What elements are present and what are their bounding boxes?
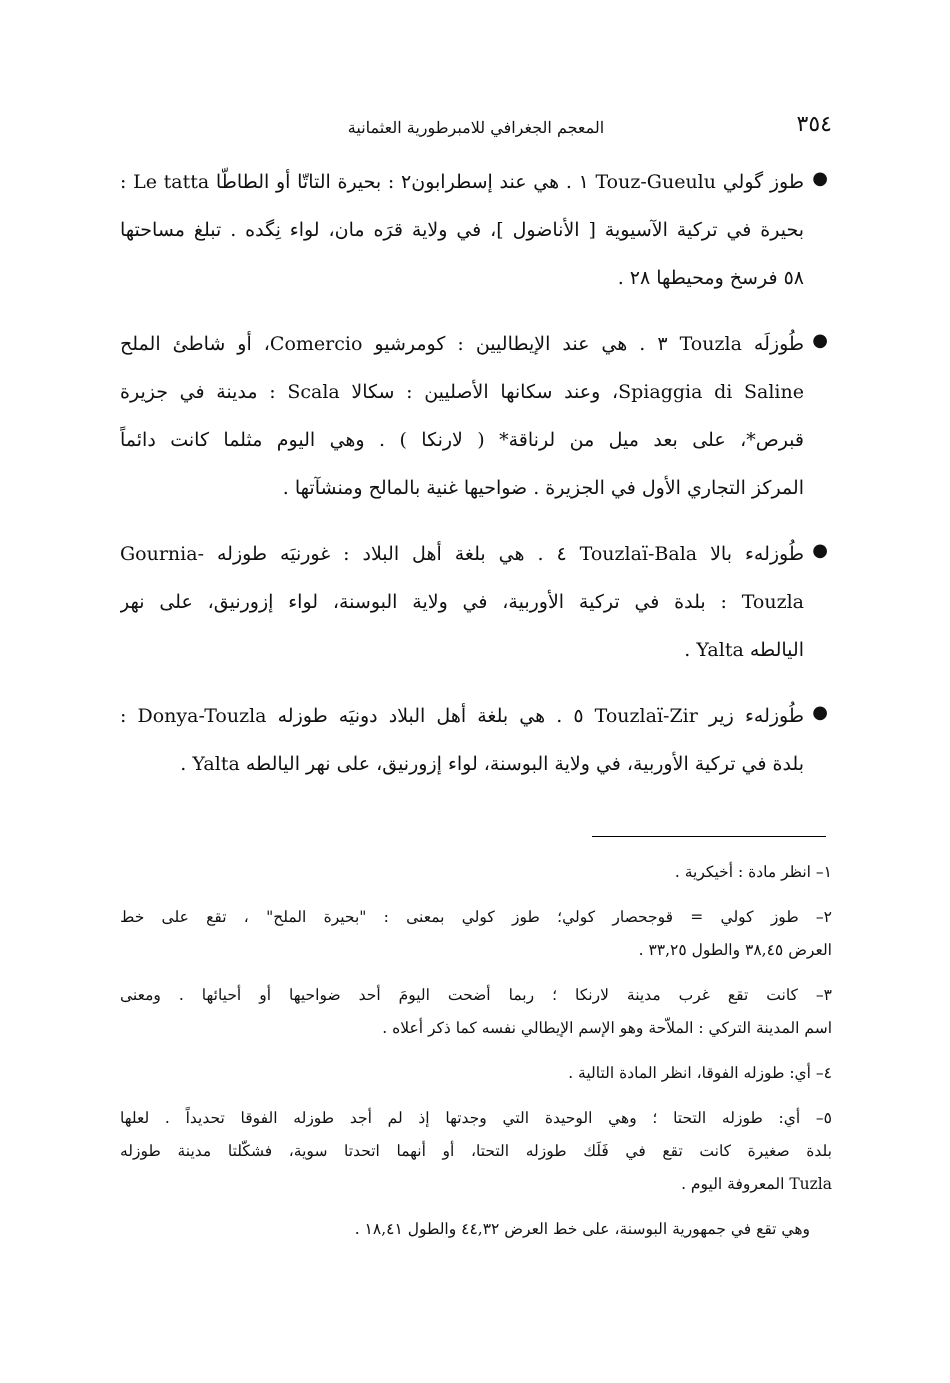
bullet-icon: ● — [812, 702, 828, 723]
entry-line: ٥٨ فرسخ ومحيطها ٢٨ . — [617, 267, 804, 289]
footnote-divider — [592, 836, 826, 837]
entry-line: Touzla : بلدة في تركية الأوربية، في ولاية البوسنة، لواء إزورنيق، على نهر — [120, 591, 804, 613]
bullet-icon: ● — [812, 330, 828, 351]
running-title: المعجم الجغرافي للامبرطورية العثمانية — [347, 118, 605, 137]
footnote-line: ٣– كانت تقع غرب مدينة لارنكا ؛ ربما أضحت اليومَ أحد ضواحيها أو أحيائها . ومعنى — [120, 986, 832, 1004]
footnote — [120, 856, 832, 889]
dictionary-entry — [120, 320, 832, 512]
footnote — [120, 1102, 832, 1201]
dictionary-entry — [120, 530, 832, 674]
footnote-line: Tuzla المعروفة اليوم . — [681, 1175, 832, 1193]
entry-line: طُوزلهء بالا Touzlaï-Bala ٤ . هي بلغة أهل البلاد : غورنيَه طوزله -Gournia — [120, 543, 804, 565]
footnote-line: ٥– أي: طوزله التحتا ؛ وهي الوحيدة التي وجدتها إذ لم أجد طوزله الفوقا تحديداً . لعلها — [120, 1109, 832, 1127]
entry-line: بحيرة في تركية الآسيوية [ الأناضول ]، في ولاية قرَه مان، لواء نِگده . تبلغ مساحتها — [120, 219, 804, 241]
page-header — [120, 112, 832, 146]
entry-line: Spiaggia di Saline، وعند سكانها الأصليين : سكالا Scala : مدينة في جزيرة — [120, 381, 804, 403]
dictionary-entry — [120, 692, 832, 788]
bullet-icon: ● — [812, 168, 828, 189]
footnote-line: ٤– أي: طوزله الفوقا، انظر المادة التالية . — [568, 1064, 832, 1082]
footnote-line: اسم المدينة التركي : الملاّحة وهو الإسم الإيطالي نفسه كما ذكر أعلاه . — [382, 1019, 832, 1037]
footnote-line: العرض ٣٨,٤٥ والطول ٣٣,٢٥ . — [638, 941, 832, 959]
footnote-line: بلدة صغيرة كانت تقع في فَلَك طوزله التحتا، أو أنهما اتحدتا سوية، فشكّلتا مدينة طوزله — [120, 1142, 832, 1160]
footnote — [120, 1213, 832, 1246]
footnote-line: ١– انظر مادة : أخيكرية . — [674, 863, 832, 881]
footnote-line: وهي تقع في جمهورية البوسنة، على خط العرض ٤٤,٣٢ والطول ١٨,٤١ . — [354, 1220, 810, 1238]
footnote — [120, 1057, 832, 1090]
entry-line: بلدة في تركية الأوربية، في ولاية البوسنة، لواء إزورنيق، على نهر اليالطه Yalta . — [180, 753, 804, 775]
footnote — [120, 979, 832, 1045]
entry-line: اليالطه Yalta . — [684, 639, 804, 661]
entry-line: طُوزلَه Touzla ٣ . هي عند الإيطاليين : كومرشيو Comercio، أو شاطئ الملح — [120, 333, 804, 355]
entry-line: طُوزلهء زير Touzlaï-Zir ٥ . هي بلغة أهل البلاد دونيَه طوزله Donya-Touzla : — [120, 705, 804, 727]
footnote — [120, 901, 832, 967]
dictionary-entries — [120, 158, 832, 806]
dictionary-entry — [120, 158, 832, 302]
bullet-icon: ● — [812, 540, 828, 561]
footnotes — [120, 856, 832, 1258]
entry-line: طوز گولي Touz-Gueulu ١ . هي عند إسطرابون٢ : بحيرة التاتّا أو الطاطّا Le tatta : — [120, 171, 804, 193]
footnote-line: ٢– طوز كولي = قوجحصار كولي؛ طوز كولي بمعنى : "بحيرة الملح" ، تقع على خط — [120, 908, 832, 926]
entry-line: قبرص*، على بعد ميل من لرناقة* ( لارنكا ) . وهي اليوم مثلما كانت دائماً — [120, 429, 804, 451]
page-number: ٣٥٤ — [796, 112, 832, 137]
entry-line: المركز التجاري الأول في الجزيرة . ضواحيها غنية بالمالح ومنشآتها . — [282, 477, 804, 499]
